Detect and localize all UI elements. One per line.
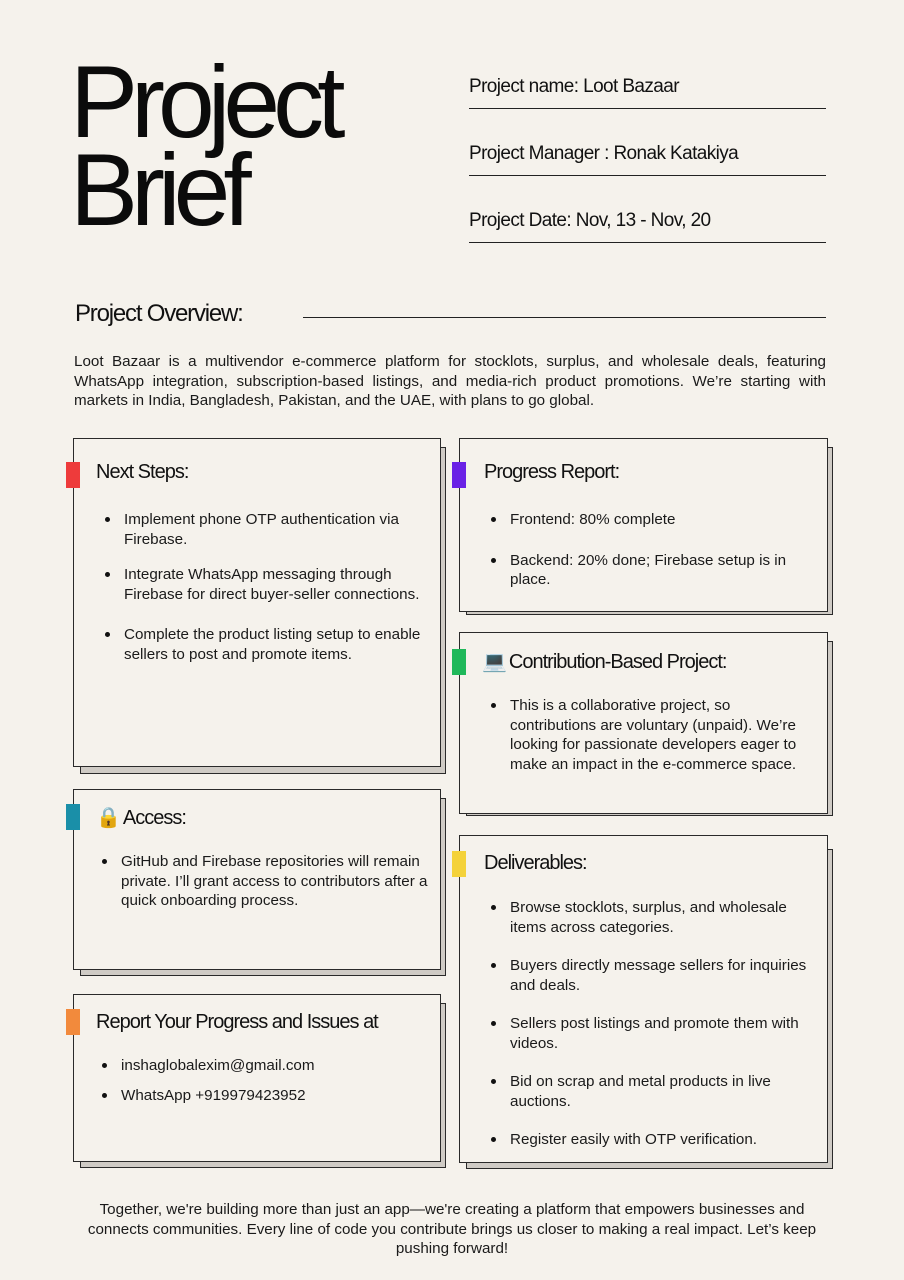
list-item: GitHub and Firebase repositories will remain private. I’ll grant access to contributors after a quick onboarding process. [121, 853, 428, 909]
contribution-list [460, 696, 815, 774]
next-steps-list [74, 510, 428, 664]
access-title [96, 805, 186, 830]
list-item: Integrate WhatsApp messaging through Firebase for direct buyer-seller connections. [124, 565, 428, 604]
progress-accent-tab [452, 462, 466, 488]
deliverables-title: Deliverables: [484, 852, 587, 874]
deliverables-accent-tab [452, 851, 466, 877]
list-item: This is a collaborative project, so contributions are voluntary (unpaid). We’re looking for passionate developers eager to make an impact in the e-commerce space. [510, 696, 815, 774]
overview-divider [303, 317, 826, 318]
closing-message: Together, we're building more than just an app—we're creating a platform that empowers businesses and connects communities. Every line of code you contribute brings us closer to making a real impact. Let’s keep pushing forward! [87, 1201, 817, 1257]
project-manager-field: Project Manager : Ronak Katakiya [469, 143, 826, 176]
next-steps-card [73, 438, 441, 767]
project-date-field: Project Date: Nov, 13 - Nov, 20 [469, 210, 826, 243]
report-title: Report Your Progress and Issues at [96, 1011, 378, 1033]
lock-icon: 🔒 [96, 805, 121, 829]
laptop-icon: 💻 [482, 649, 507, 673]
project-name-field: Project name: Loot Bazaar [469, 76, 826, 109]
list-item: Sellers post listings and promote them with videos. [510, 1014, 815, 1053]
contribution-accent-tab [452, 649, 466, 675]
contact-email: inshaglobalexim@gmail.com [121, 1056, 428, 1076]
list-item: Browse stocklots, surplus, and wholesale items across categories. [510, 898, 815, 937]
contribution-title-text: Contribution-Based Project: [508, 651, 727, 673]
list-item: Complete the product listing setup to enable sellers to post and promote items. [124, 625, 428, 664]
contribution-card [459, 632, 828, 814]
list-item: Bid on scrap and metal products in live auctions. [510, 1072, 815, 1111]
contribution-title [482, 649, 726, 674]
access-list [74, 852, 428, 911]
progress-card [459, 438, 828, 612]
page-title [70, 45, 339, 247]
report-card [73, 994, 441, 1162]
access-title-text: Access: [122, 807, 186, 829]
next-steps-accent-tab [66, 462, 80, 488]
deliverables-list [460, 898, 815, 1150]
list-item: Implement phone OTP authentication via Firebase. [124, 510, 428, 549]
deliverables-card [459, 835, 828, 1163]
report-accent-tab [66, 1009, 80, 1035]
progress-list [460, 510, 815, 590]
overview-text: Loot Bazaar is a multivendor e-commerce platform for stocklots, surplus, and wholesale deals, featuring WhatsApp integration, subscription-based listings, and media-rich product promotions. We’re starting with markets in India, Bangladesh, Pakistan, and the UAE, with plans to go global. [74, 353, 826, 409]
list-item: Buyers directly message sellers for inquiries and deals. [510, 956, 815, 995]
access-card [73, 789, 441, 970]
report-list [74, 1056, 428, 1105]
contact-whatsapp: WhatsApp +919979423952 [121, 1086, 428, 1106]
list-item: Frontend: 80% complete [510, 510, 815, 530]
list-item: Register easily with OTP verification. [510, 1130, 815, 1150]
overview-heading: Project Overview: [75, 300, 243, 327]
list-item: Backend: 20% done; Firebase setup is in place. [510, 551, 815, 590]
progress-title: Progress Report: [484, 461, 620, 483]
next-steps-title: Next Steps: [96, 461, 189, 483]
page-title-line-1: Project [70, 45, 339, 159]
access-accent-tab [66, 804, 80, 830]
page-title-line-2: Brief [70, 133, 245, 247]
